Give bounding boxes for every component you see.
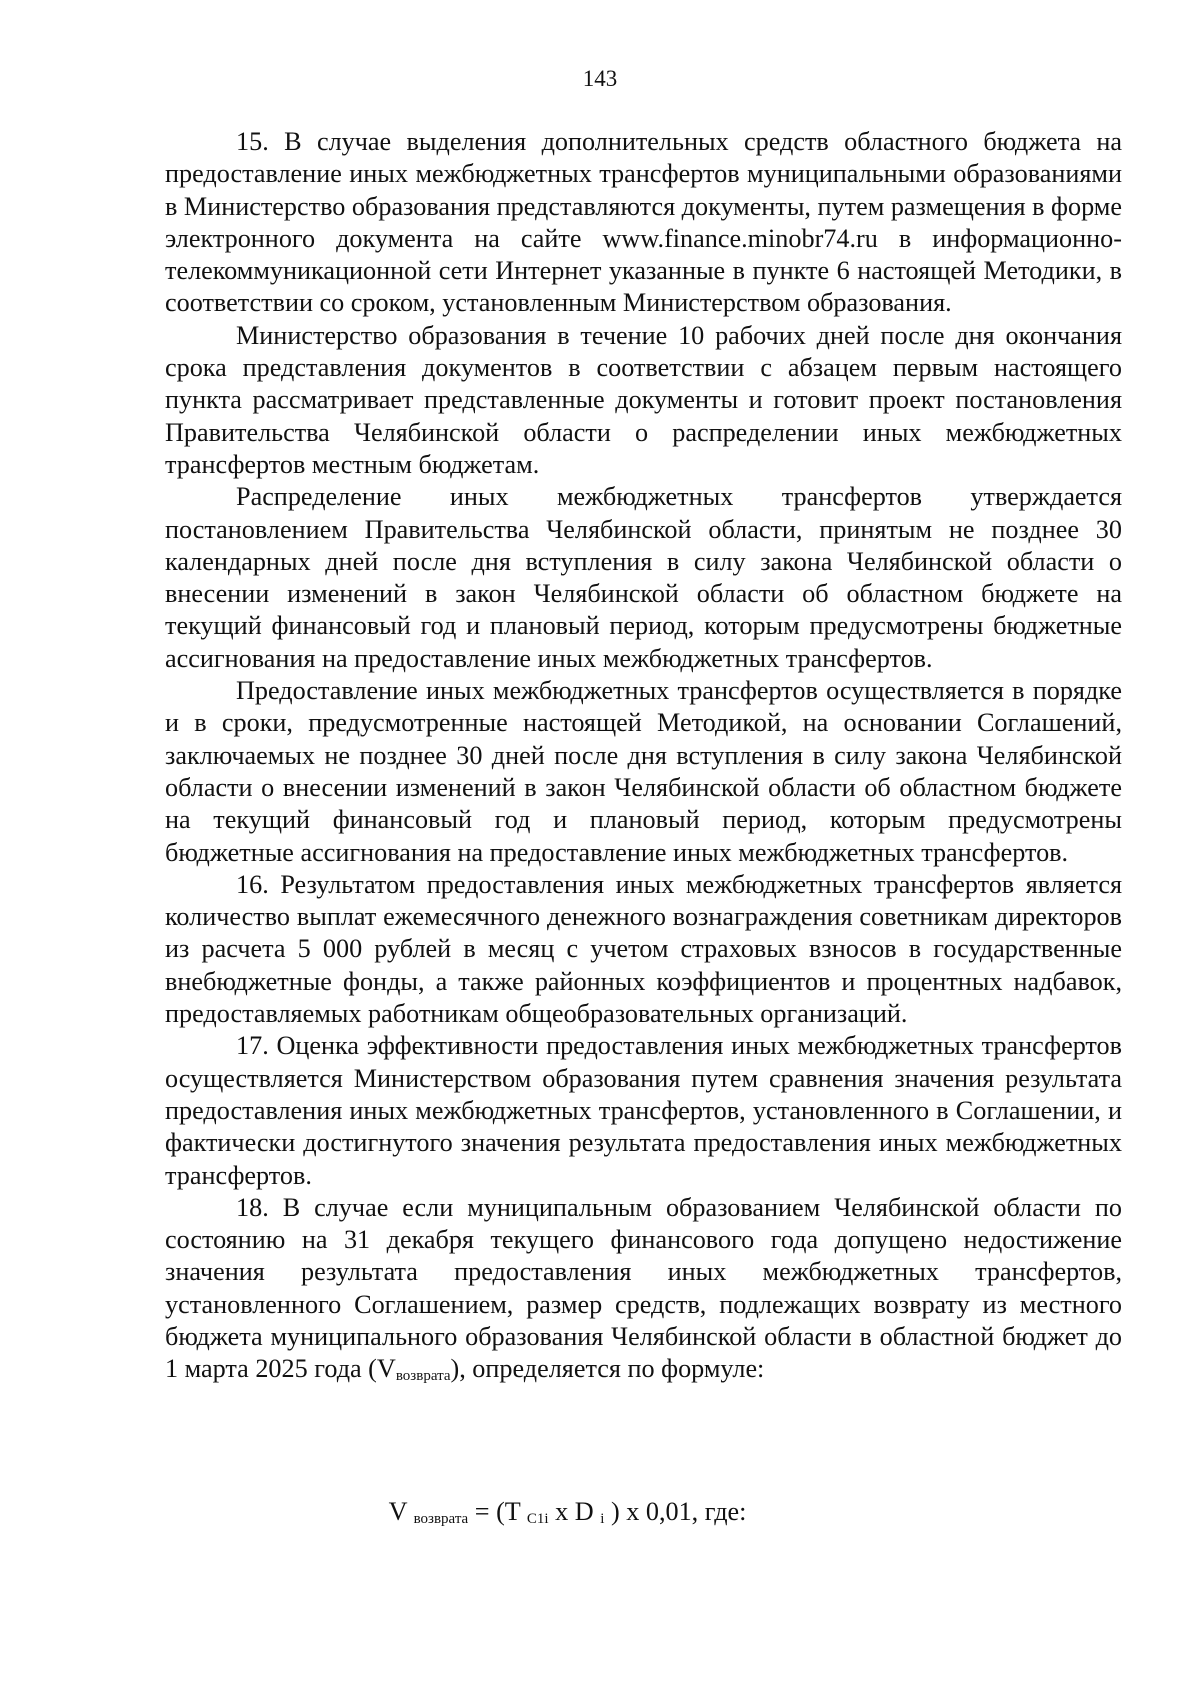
paragraph-15-review: Министерство образования в течение 10 рабочих дней после дня окончания срока представления документов в соответствии с абзацем первым настоящего пункта рассматривает представленные документы и готовит проект постановления Правительства Челябинской области о распределении иных межбюджетных трансфертов местным бюджетам. [165, 320, 1122, 479]
paragraph-15-distribution: Распределение иных межбюджетных трансфертов утверждается постановлением Правительства Челябинской области, принятым не позднее 30 календарных дней после дня вступления в силу закона Челябинской области о внесении изменений в закон Челябинской области об областном бюджете на текущий финансовый год и плановый период, которым предусмотрены бюджетные ассигнования на предоставление иных межбюджетных трансфертов. [165, 482, 1122, 673]
formula-t-subscript: C1i [526, 1511, 549, 1527]
paragraph-15-provision: Предоставление иных межбюджетных трансфертов осуществляется в порядке и в сроки, предусмотренные настоящей Методикой, на основании Соглашений, заключаемых не позднее 30 дней после дня вступления в силу закона Челябинской области о внесении изменений в закон Челябинской области об областном бюджете на текущий финансовый год и плановый период, которым предусмотрены бюджетные ассигнования на предоставление иных межбюджетных трансфертов. [165, 676, 1122, 867]
paragraph-17: 17. Оценка эффективности предоставления иных межбюджетных трансфертов осуществляется Министерством образования путем сравнения значения результата предоставления иных межбюджетных трансфертов, установленного в Соглашении, и фактически достигнутого значения результата предоставления иных межбюджетных трансфертов. [165, 1031, 1122, 1190]
paragraph-15: 15. В случае выделения дополнительных средств областного бюджета на предоставление иных межбюджетных трансфертов муниципальными образованиями в Министерство образования представляются документы, путем размещения в форме электронного документа на сайте www.finance.minobr74.ru в информационно-телекоммуникационной сети Интернет указанные в пункте 6 настоящей Методики, в соответствии со сроком, установленным Министерством образования. [165, 127, 1122, 318]
paragraph-18-text-end: ), определяется по формуле: [450, 1354, 765, 1384]
formula-d-subscript: i [600, 1511, 605, 1527]
formula-v: V [388, 1497, 408, 1526]
paragraph-18-subscript: возврата [395, 1368, 451, 1385]
return-formula [165, 1496, 970, 1532]
paragraph-16: 16. Результатом предоставления иных межбюджетных трансфертов является количество выплат ежемесячного денежного вознаграждения советникам директоров из расчета 5 000 рублей в месяц с учетом страховых взносов в государственные внебюджетные фонды, а также районных коэффициентов и процентных надбавок, предоставляемых работникам общеобразовательных организаций. [165, 869, 1122, 1029]
paragraph-18 [165, 1192, 1122, 1390]
formula-eq-open: = (T [468, 1497, 521, 1526]
page-number: 143 [582, 66, 618, 91]
document-body [165, 126, 1122, 1390]
formula-times-d: x D [548, 1497, 594, 1526]
paragraph-18-text: 18. В случае если муниципальным образованием Челябинской области по состоянию на 31 декабря текущего финансового года допущено недостижение значения результата предоставления иных межбюджетных трансфертов, установленного Соглашением, размер средств, подлежащих возврату из местного бюджета муниципального образования Челябинской области в областной бюджет до 1 марта 2025 года (V [165, 1192, 1122, 1384]
formula-tail: ) x 0,01, где: [610, 1497, 747, 1526]
formula-v-subscript: возврата [413, 1511, 469, 1527]
